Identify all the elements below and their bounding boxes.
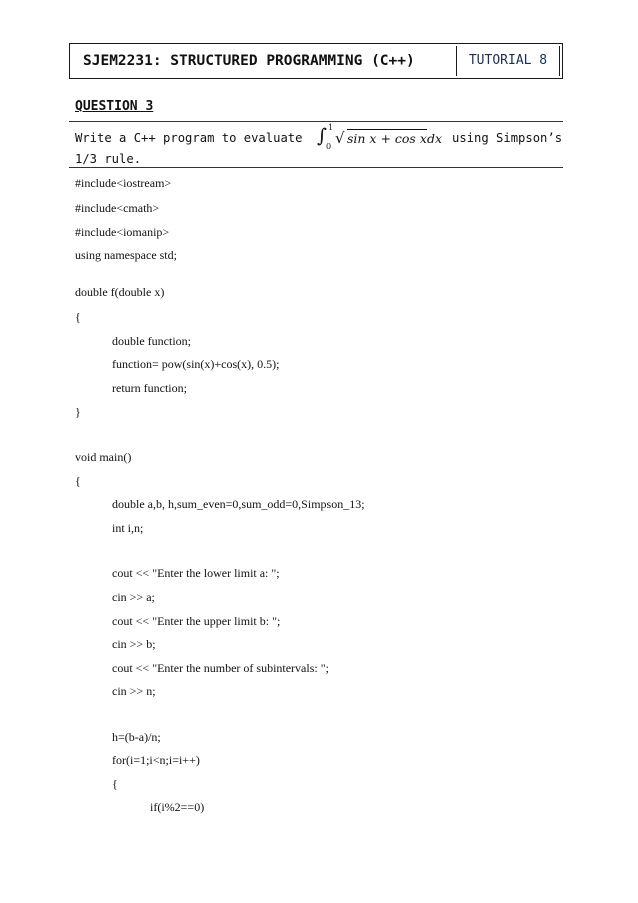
code-line: if(i%2==0) bbox=[150, 800, 205, 814]
code-line: cin >> a; bbox=[112, 590, 155, 604]
square-root-icon: √ bbox=[335, 129, 345, 147]
code-line: cin >> n; bbox=[112, 684, 156, 698]
code-line: double f(double x) bbox=[75, 285, 165, 299]
course-header bbox=[69, 43, 563, 79]
question-prompt-after: using Simpson’s bbox=[452, 131, 563, 145]
code-line: { bbox=[75, 310, 81, 324]
code-line: int i,n; bbox=[112, 521, 144, 535]
integral-upper-limit: 1 bbox=[328, 123, 334, 132]
code-line: double a,b, h,sum_even=0,sum_odd=0,Simpson_13; bbox=[112, 497, 365, 511]
code-line: for(i=1;i<n;i=i++) bbox=[112, 753, 200, 767]
course-title: SJEM2231: STRUCTURED PROGRAMMING (C++) bbox=[83, 53, 415, 69]
question-prompt-line2: 1/3 rule. bbox=[75, 152, 142, 166]
tutorial-badge: TUTORIAL 8 bbox=[456, 46, 560, 76]
question-title: QUESTION 3 bbox=[75, 99, 154, 114]
code-line: function= pow(sin(x)+cos(x), 0.5); bbox=[112, 357, 280, 371]
integrand: sin x + cos x bbox=[347, 131, 427, 146]
code-line: double function; bbox=[112, 334, 191, 348]
code-line: h=(b-a)/n; bbox=[112, 730, 161, 744]
code-line: cout << "Enter the number of subintervals: "; bbox=[112, 661, 329, 675]
code-line: cout << "Enter the upper limit b: "; bbox=[112, 614, 281, 628]
code-line: { bbox=[75, 474, 81, 488]
divider-bottom bbox=[69, 167, 563, 168]
question-prompt: Write a C++ program to evaluate bbox=[75, 131, 303, 145]
differential: dx bbox=[427, 131, 443, 146]
integral-formula bbox=[317, 123, 443, 153]
divider-top bbox=[69, 121, 563, 122]
integral-sign-icon: ∫ bbox=[317, 125, 327, 147]
code-line: } bbox=[75, 405, 81, 419]
code-line: #include<cmath> bbox=[75, 201, 160, 215]
code-line: cin >> b; bbox=[112, 637, 156, 651]
code-line: return function; bbox=[112, 381, 187, 395]
code-line: using namespace std; bbox=[75, 248, 177, 262]
code-line: void main() bbox=[75, 450, 132, 464]
integral-lower-limit: 0 bbox=[326, 142, 332, 151]
code-line: #include<iostream> bbox=[75, 176, 172, 190]
code-line: #include<iomanip> bbox=[75, 225, 170, 239]
code-line: cout << "Enter the lower limit a: "; bbox=[112, 566, 280, 580]
code-line: { bbox=[112, 777, 118, 791]
